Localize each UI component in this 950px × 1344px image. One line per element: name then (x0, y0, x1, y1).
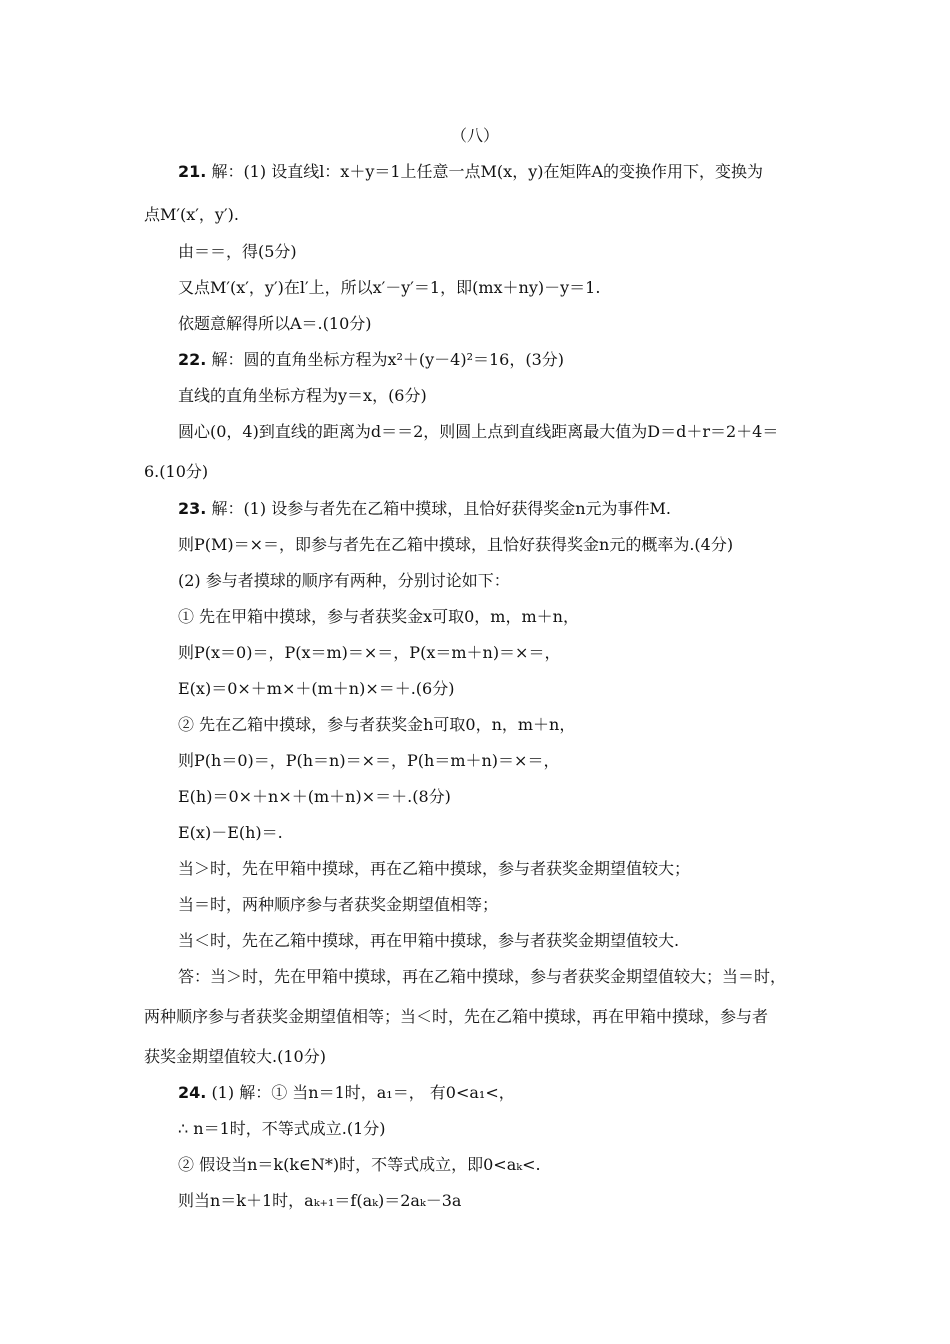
solution-22-line-4 (144, 460, 208, 484)
line-text: 则P(x＝0)＝，P(x＝m)＝×＝，P(x＝m＋n)＝×＝， (178, 643, 561, 662)
solution-21-line-2 (144, 203, 239, 227)
line-text: 则P(h＝0)＝，P(h＝n)＝×＝，P(h＝m＋n)＝×＝， (178, 751, 560, 770)
line-text: ∴ n＝1时，不等式成立.(1分) (178, 1119, 386, 1138)
solution-22-line-3 (178, 420, 778, 444)
line-text: E(x)－E(h)＝. (178, 823, 283, 842)
solution-21-line-5 (178, 312, 372, 336)
solution-23-line-2 (178, 533, 733, 557)
solution-24-line-3 (178, 1153, 541, 1177)
line-text: 解：(1) 设参与者先在乙箱中摸球，且恰好获得奖金n元为事件M. (211, 499, 671, 518)
line-text: 两种顺序参与者获奖金期望值相等；当＜时，先在乙箱中摸球，再在甲箱中摸球，参与者 (144, 1007, 769, 1026)
line-text: 点M′(x′，y′). (144, 205, 239, 224)
solution-23-line-7 (178, 713, 575, 737)
solution-23-line-5 (178, 641, 560, 665)
line-text: 由＝＝，得(5分) (178, 242, 297, 261)
line-text: 解：(1) 设直线l：x＋y＝1上任意一点M(x，y)在矩阵A的变换作用下，变换为 (211, 162, 764, 181)
solution-23-line-6 (178, 677, 454, 701)
solution-23-line-15 (144, 1005, 768, 1029)
solution-24-line-1 (178, 1081, 515, 1105)
line-text: 获奖金期望值较大.(10分) (144, 1047, 326, 1066)
line-text: E(x)＝0×＋m×＋(m＋n)×＝＋.(6分) (178, 679, 455, 698)
line-text: 6.(10分) (144, 462, 209, 481)
solution-23-line-1 (178, 497, 671, 521)
line-text: 又点M′(x′，y′)在l′上，所以x′－y′＝1，即(mx＋ny)－y＝1. (178, 278, 601, 297)
problem-number-22: 22. (178, 350, 207, 369)
solution-23-line-8 (178, 749, 559, 773)
section-title: （八） (450, 126, 499, 145)
solution-21-line-1 (178, 160, 763, 184)
line-text: 直线的直角坐标方程为y＝x，(6分) (178, 386, 427, 405)
problem-number-24: 24. (178, 1083, 207, 1102)
solution-23-line-13 (178, 929, 679, 953)
solution-21-line-4 (178, 276, 600, 300)
problem-number-23: 23. (178, 499, 207, 518)
line-text: 当＝时，两种顺序参与者获奖金期望值相等； (178, 895, 499, 914)
line-text: ① 先在甲箱中摸球，参与者获奖金x可取0，m，m＋n， (178, 607, 579, 626)
line-text: ② 假设当n＝k(k∈N*)时，不等式成立，即0<aₖ<. (178, 1155, 541, 1174)
solution-23-line-12 (178, 893, 498, 917)
line-text: (2) 参与者摸球的顺序有两种，分别讨论如下： (178, 571, 510, 590)
line-text: E(h)＝0×＋n×＋(m＋n)×＝＋.(8分) (178, 787, 451, 806)
line-text: 解：圆的直角坐标方程为x²＋(y－4)²＝16，(3分) (211, 350, 565, 369)
solution-24-line-4 (178, 1189, 461, 1213)
solution-21-line-3 (178, 240, 297, 264)
line-text: 圆心(0，4)到直线的距离为d＝＝2，则圆上点到直线距离最大值为D＝d＋r＝2＋4＝ (178, 422, 779, 441)
solution-24-line-2 (178, 1117, 386, 1141)
solution-23-line-4 (178, 605, 579, 629)
solution-23-line-9 (178, 785, 451, 809)
solution-22-line-2 (178, 384, 427, 408)
line-text: (1) 解：① 当n＝1时，a₁＝， 有0<a₁<， (211, 1083, 515, 1102)
line-text: 当＜时，先在乙箱中摸球，再在甲箱中摸球，参与者获奖金期望值较大. (178, 931, 680, 950)
problem-number-21: 21. (178, 162, 207, 181)
line-text: 答：当＞时，先在甲箱中摸球，再在乙箱中摸球，参与者获奖金期望值较大；当＝时， (178, 967, 787, 986)
line-text: 依题意解得所以A＝.(10分) (178, 314, 372, 333)
solution-23-line-11 (178, 857, 690, 881)
solution-23-line-14 (178, 965, 786, 989)
solution-22-line-1 (178, 348, 564, 372)
line-text: 则当n＝k＋1时，aₖ₊₁＝f(aₖ)＝2aₖ－3a (178, 1191, 462, 1210)
line-text: 则P(M)＝×＝，即参与者先在乙箱中摸球，且恰好获得奖金n元的概率为.(4分) (178, 535, 734, 554)
line-text: 当＞时，先在甲箱中摸球，再在乙箱中摸球，参与者获奖金期望值较大； (178, 859, 691, 878)
solution-23-line-3 (178, 569, 510, 593)
line-text: ② 先在乙箱中摸球，参与者获奖金h可取0，n，m＋n， (178, 715, 576, 734)
solution-23-line-10 (178, 821, 283, 845)
solution-23-line-16 (144, 1045, 326, 1069)
